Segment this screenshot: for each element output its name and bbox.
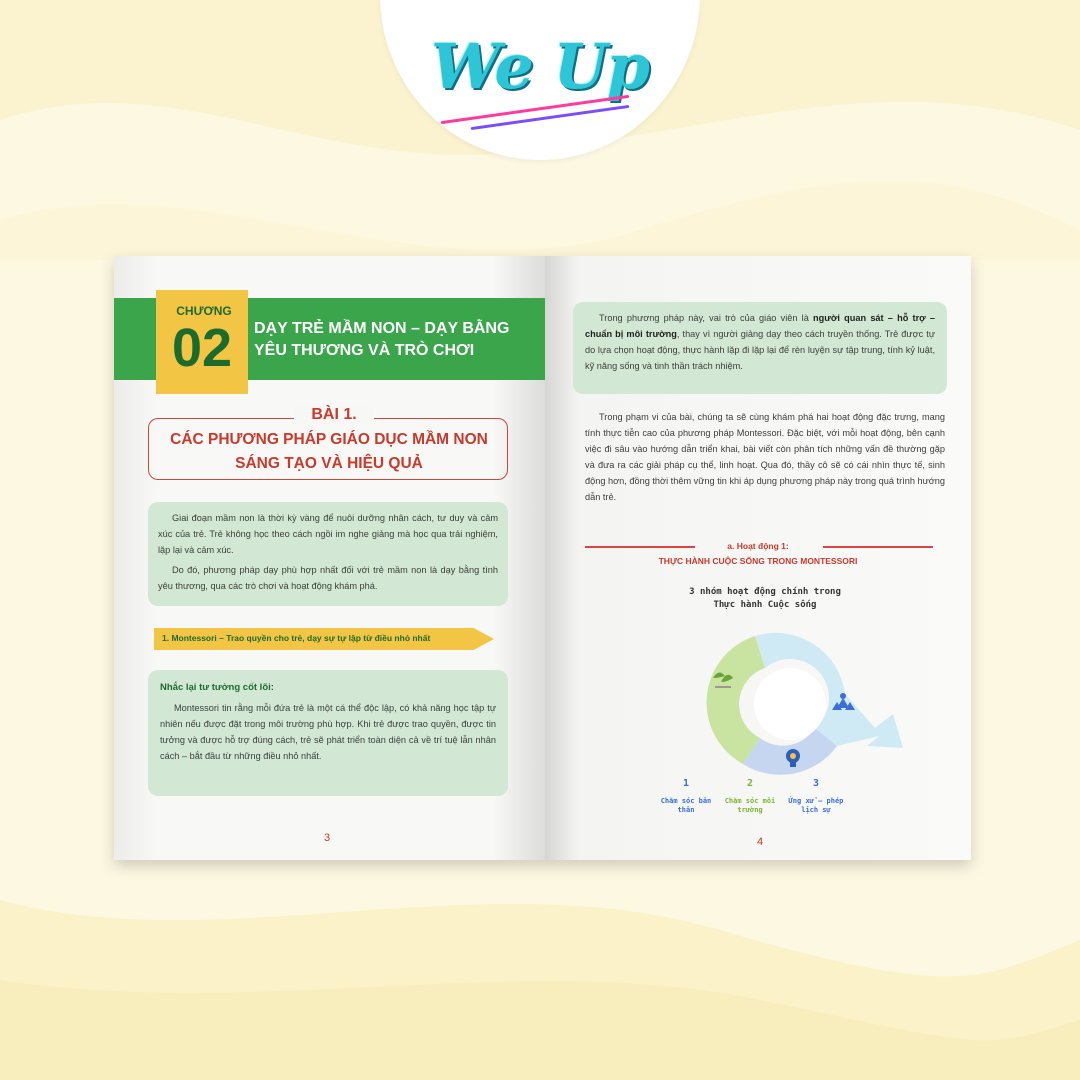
activity-ring-diagram <box>665 616 905 786</box>
core-idea-text: Montessori tin rằng mỗi đứa trẻ là một cá thể độc lập, có khả năng học tập tự nhiên nếu được đặt trong môi trường phù hợp. Khi trẻ được trao quyền, được tin tưởng và được hỗ trợ đúng cách, trẻ sẽ phát triển toàn diện cả về trí tuệ lẫn nhân cách – bắt đầu từ những điều nhỏ nhất. <box>160 703 496 761</box>
section-tag-label: 1. Montessori – Trao quyền cho trẻ, dạy sự tự lập từ điều nhỏ nhất <box>162 633 431 643</box>
open-book <box>114 256 971 860</box>
step-3: 3 Ứng xử – phép lịch sự <box>788 778 844 814</box>
core-idea-box <box>148 670 508 796</box>
intro-paragraph-1: Giai đoạn mầm non là thời kỳ vàng để nuôi dưỡng nhân cách, tư duy và cảm xúc của trẻ. Trẻ không học theo cách ngồi im nghe giảng mà học qua trải nghiệm, lặp lại và cảm xúc. <box>158 513 498 555</box>
lesson-number: BÀI 1. <box>294 406 374 424</box>
brand-logo: We Up <box>430 30 650 103</box>
lesson-title: CÁC PHƯƠNG PHÁP GIÁO DỤC MẦM NON SÁNG TẠO VÀ HIỆU QUẢ <box>170 431 488 472</box>
core-idea-heading: Nhắc lại tư tưởng cốt lõi: <box>160 682 274 693</box>
teacher-role-box <box>573 302 947 394</box>
diagram-title: 3 nhóm hoạt động chính trong Thực hành Cuộc sống <box>689 587 841 610</box>
chapter-title: DẠY TRẺ MẦM NON – DẠY BẰNG YÊU THƯƠNG VÀ TRÒ CHƠI <box>254 320 510 359</box>
intro-box <box>148 502 508 606</box>
chapter-word: CHƯƠNG <box>176 304 232 318</box>
left-page <box>114 256 545 860</box>
page-number-right: 4 <box>757 836 764 848</box>
chapter-number: 02 <box>171 318 233 378</box>
activity-title: THỰC HÀNH CUỘC SỐNG TRONG MONTESSORI <box>658 556 858 566</box>
body-paragraph: Trong phạm vi của bài, chúng ta sẽ cùng khám phá hai hoạt động đặc trưng, mang tính thực tiễn cao của phương pháp Montessori. Đặc biệt, với mỗi hoạt động, bên cạnh việc đi sâu vào hướng dẫn triển khai, bài viết còn phân tích những vấn đề thường gặp và đưa ra các giải pháp cụ thể, linh hoạt. Qua đó, thầy cô sẽ có cái nhìn thực tế, sinh động hơn, đồng thời thêm vững tin khi áp dụng phương pháp này trong quá trình hướng dẫn trẻ. <box>585 412 945 502</box>
intro-paragraph-2: Do đó, phương pháp dạy phù hợp nhất đối với trẻ mầm non là dạy bằng tình yêu thương, qua các trò chơi và hoạt động khám phá. <box>158 565 498 591</box>
teacher-role-text: Trong phương pháp này, vai trò của giáo viên là người quan sát – hỗ trợ – chuẩn bị môi trường, thay vì người giảng dạy theo cách truyền thống. Trẻ được tự do lựa chọn hoạt động, thực hành lặp đi lặp lại để rèn luyện sự tập trung, tính kỷ luật, kỹ năng sống và tinh thần trách nhiệm. <box>585 313 935 371</box>
right-page <box>545 256 971 860</box>
step-2: 2 Chăm sóc môi trường <box>724 778 776 814</box>
activity-label: a. Hoạt động 1: <box>727 541 789 551</box>
page-number-left: 3 <box>324 832 331 844</box>
step-1: 1 Chăm sóc bản thân <box>660 778 712 814</box>
